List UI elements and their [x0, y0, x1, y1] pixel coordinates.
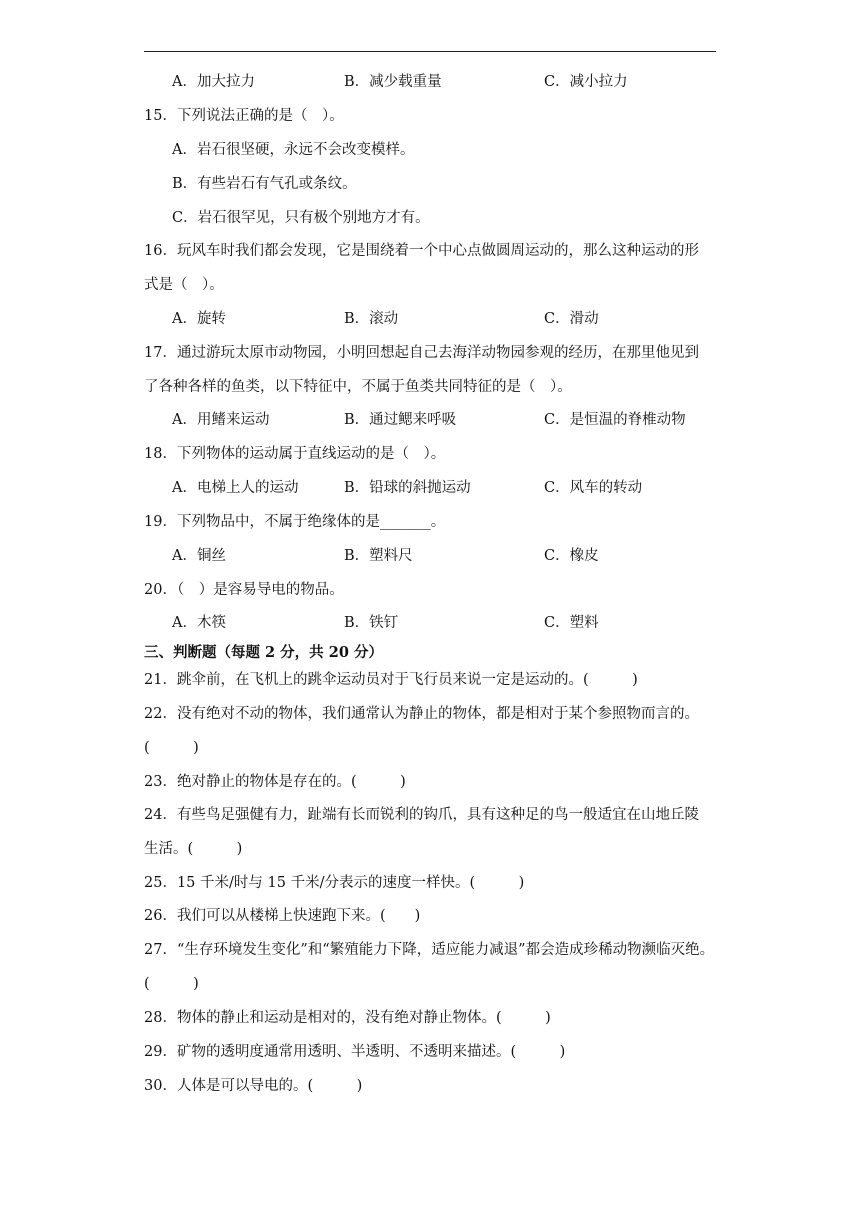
question-25: 25．15 千米/时与 15 千米/分表示的速度一样快。( ) — [144, 875, 525, 891]
question-26: 26．我们可以从楼梯上快速跑下来。( ) — [144, 908, 421, 924]
header-rule — [144, 51, 716, 52]
question-27-cont: ( ) — [144, 976, 199, 992]
question-17-stem-cont: 了各种各样的鱼类，以下特征中，不属于鱼类共同特征的是（ ）。 — [144, 379, 572, 395]
option-a: A．电梯上人的运动 — [172, 480, 299, 496]
option-b: B．有些岩石有气孔或条纹。 — [172, 176, 357, 192]
question-19-stem: 19．下列物品中，不属于绝缘体的是_______。 — [144, 514, 446, 530]
option-b: B．减少载重量 — [344, 74, 442, 90]
section-title: 三、判断题（每题 2 分，共 20 分） — [144, 644, 383, 661]
option-b: B．塑料尺 — [344, 548, 413, 564]
question-29: 29．矿物的透明度通常用透明、半透明、不透明来描述。( ) — [144, 1044, 566, 1060]
option-c: C．橡皮 — [544, 548, 599, 564]
question-22: 22．没有绝对不动的物体，我们通常认为静止的物体，都是相对于某个参照物而言的。 — [144, 706, 699, 722]
option-a: A．木筷 — [172, 615, 226, 631]
question-23: 23．绝对静止的物体是存在的。( ) — [144, 774, 406, 790]
question-22-cont: ( ) — [144, 740, 199, 756]
option-a: A．岩石很坚硬，永远不会改变模样。 — [172, 142, 415, 158]
option-c: C．塑料 — [544, 615, 599, 631]
option-a: A．铜丝 — [172, 548, 226, 564]
option-b: B．铅球的斜抛运动 — [344, 480, 471, 496]
question-28: 28．物体的静止和运动是相对的，没有绝对静止物体。( ) — [144, 1010, 551, 1026]
question-16-stem: 16．玩风车时我们都会发现，它是围绕着一个中心点做圆周运动的，那么这种运动的形 — [144, 243, 699, 259]
option-c: C．岩石很罕见，只有极个别地方才有。 — [172, 210, 430, 226]
question-15-stem: 15．下列说法正确的是（ ）。 — [144, 108, 344, 124]
option-b: B．通过鳃来呼吸 — [344, 412, 457, 428]
question-17-stem: 17．通过游玩太原市动物园，小明回想起自己去海洋动物园参观的经历，在那里他见到 — [144, 345, 699, 361]
option-a: A．加大拉力 — [172, 74, 255, 90]
option-b: B．铁钉 — [344, 615, 399, 631]
question-27: 27．“生存环境发生变化”和“繁殖能力下降，适应能力减退”都会造成珍稀动物濒临灭绝。 — [144, 942, 715, 958]
question-24-cont: 生活。( ) — [144, 841, 243, 857]
option-c: C．减小拉力 — [544, 74, 628, 90]
question-30: 30．人体是可以导电的。( ) — [144, 1078, 363, 1094]
option-c: C．滑动 — [544, 311, 599, 327]
question-24: 24．有些鸟足强健有力，趾端有长而锐利的钩爪，具有这种足的鸟一般适宜在山地丘陵 — [144, 807, 699, 823]
option-b: B．滚动 — [344, 311, 399, 327]
question-20-stem: 20．（ ）是容易导电的物品。 — [144, 582, 344, 598]
question-21: 21．跳伞前，在飞机上的跳伞运动员对于飞行员来说一定是运动的。( ) — [144, 672, 638, 688]
option-a: A．旋转 — [172, 311, 226, 327]
option-a: A．用鳍来运动 — [172, 412, 270, 428]
option-c: C．是恒温的脊椎动物 — [544, 412, 686, 428]
option-c: C．风车的转动 — [544, 480, 643, 496]
question-16-stem-cont: 式是（ ）。 — [144, 277, 224, 293]
question-18-stem: 18．下列物体的运动属于直线运动的是（ ）。 — [144, 446, 446, 462]
